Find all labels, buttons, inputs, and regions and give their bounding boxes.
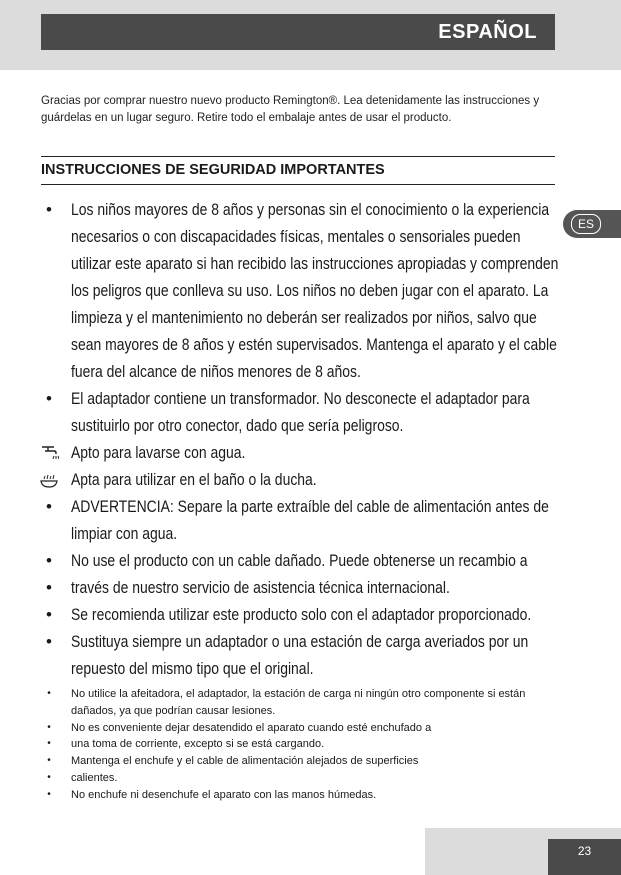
safety-item xyxy=(41,628,561,682)
safety-item-text: No utilice la afeitadora, el adaptador, la estación de carga ni ningún otro componente si están dañados, ya que podrían causar lesiones. xyxy=(71,688,526,717)
safety-list-small xyxy=(41,686,561,804)
language-title: ESPAÑOL xyxy=(438,21,537,43)
safety-item-text: Sustituya siempre un adaptador o una estación de carga averiados por un repuesto del mismo tipo que el original. xyxy=(71,632,529,678)
safety-item-text: Mantenga el enchufe y el cable de alimentación alejados de superficies xyxy=(71,755,419,768)
bullet-icon: • xyxy=(46,200,52,219)
bullet-icon: • xyxy=(46,578,52,597)
safety-item-text: través de nuestro servicio de asistencia técnica internacional. xyxy=(71,578,450,597)
safety-item-text: No use el producto con un cable dañado. Puede obtenerse un recambio a xyxy=(71,551,528,570)
safety-item xyxy=(41,466,561,493)
safety-item-text: No enchufe ni desenchufe el aparato con las manos húmedas. xyxy=(71,788,377,801)
safety-item xyxy=(41,574,561,601)
bullet-icon: • xyxy=(46,632,52,651)
section-title: INSTRUCCIONES DE SEGURIDAD IMPORTANTES xyxy=(41,162,385,178)
footer-blank xyxy=(0,828,425,875)
safety-item-small xyxy=(41,686,561,720)
page-number-box xyxy=(548,839,621,875)
safety-item xyxy=(41,547,561,574)
safety-item xyxy=(41,385,561,439)
bullet-icon: • xyxy=(47,721,51,733)
shower-bath-icon xyxy=(39,470,59,488)
divider-top xyxy=(41,156,555,157)
safety-item xyxy=(41,601,561,628)
safety-item-text: calientes. xyxy=(71,771,118,784)
bullet-icon: • xyxy=(47,788,51,800)
safety-item-text: Apto para lavarse con agua. xyxy=(71,443,246,462)
language-badge-label: ES xyxy=(571,214,601,234)
safety-item-text: No es conveniente dejar desatendido el aparato cuando esté enchufado a xyxy=(71,721,432,734)
bullet-icon: • xyxy=(47,738,51,750)
safety-item-text: Apta para utilizar en el baño o la ducha. xyxy=(71,470,317,489)
safety-list xyxy=(41,196,561,682)
intro-paragraph: Gracias por comprar nuestro nuevo producto Remington®. Lea detenidamente las instrucciones y guárdelas en un lugar seguro. Retire todo el embalaje antes de usar el producto. xyxy=(41,95,540,124)
bullet-icon: • xyxy=(46,389,52,408)
page-number: 23 xyxy=(577,844,592,858)
bullet-icon: • xyxy=(46,605,52,624)
bullet-icon: • xyxy=(46,497,52,516)
safety-item-small xyxy=(41,770,561,787)
safety-item-small xyxy=(41,720,561,737)
safety-item-text: El adaptador contiene un transformador. No desconecte el adaptador para sustituirlo por otro conector, dado que sería peligroso. xyxy=(71,389,530,435)
safety-item xyxy=(41,196,561,385)
safety-item-small xyxy=(41,736,561,753)
safety-item-text: una toma de corriente, excepto si se está cargando. xyxy=(71,738,325,751)
safety-item-text: Los niños mayores de 8 años y personas sin el conocimiento o la experiencia necesarios o con discapacidades físicas, mentales o sensoriales pueden utilizar este aparato si han recibido las instrucciones apropiadas y comprenden los peligros que conlleva su uso. Los niños no deben jugar con el aparato. La limpieza y el mantenimiento no deberán ser realizados por niños, salvo que sean mayores de 8 años y estén supervisados. Mantenga el aparato y el cable fuera del alcance de niños menores de 8 años. xyxy=(71,200,559,381)
safety-item-small xyxy=(41,753,561,770)
safety-item-small xyxy=(41,787,561,804)
safety-item-text: ADVERTENCIA: Separe la parte extraíble del cable de alimentación antes de limpiar con agua. xyxy=(71,497,549,543)
bullet-icon: • xyxy=(47,771,51,783)
bullet-icon: • xyxy=(46,551,52,570)
language-header xyxy=(41,14,555,50)
bullet-icon: • xyxy=(47,755,51,767)
safety-item-text: Se recomienda utilizar este producto solo con el adaptador proporcionado. xyxy=(71,605,532,624)
divider-bottom xyxy=(41,184,555,185)
safety-item xyxy=(41,493,561,547)
bullet-icon: • xyxy=(47,688,51,699)
tap-water-icon xyxy=(39,443,59,461)
safety-item xyxy=(41,439,561,466)
